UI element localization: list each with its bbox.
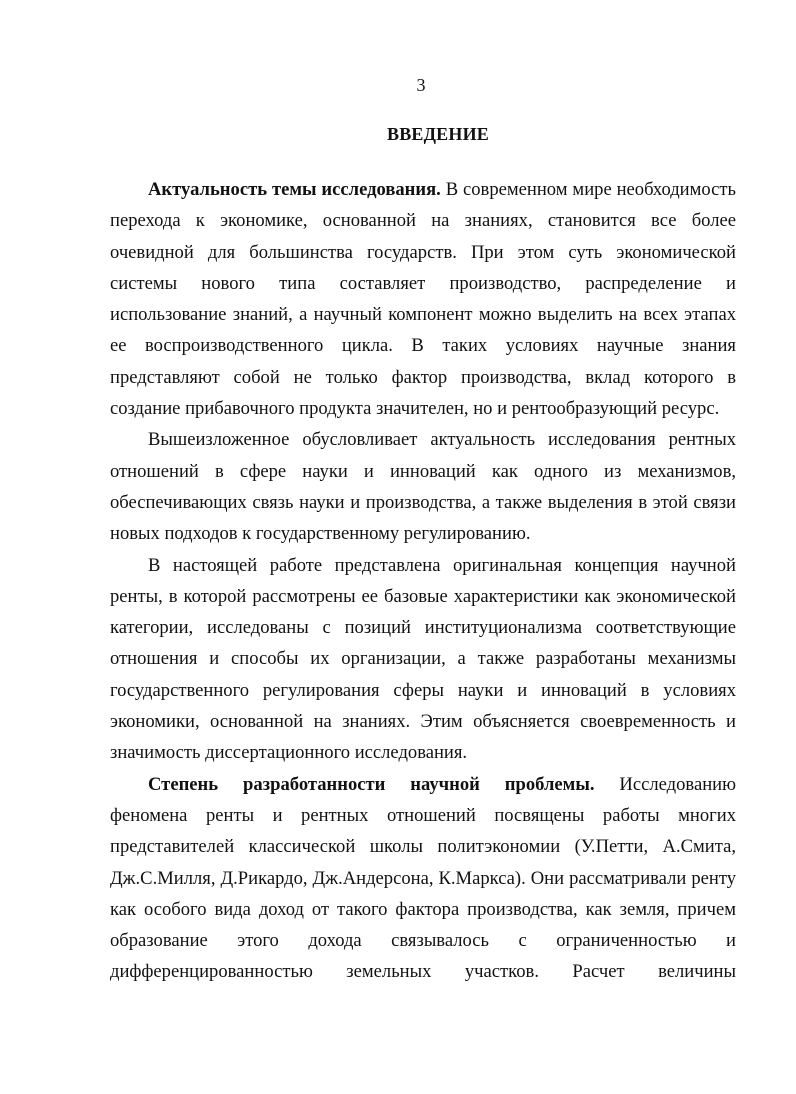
paragraph-consequence: Вышеизложенное обусловливает актуальность исследования рентных отношений в сфере науки и инноваций как одного из механизмов, обеспечивающих связь науки и производства, а также выделения в этой связи новых подходов к государственному регулированию. — [110, 429, 736, 545]
paragraph-development — [110, 769, 736, 988]
paragraph-concept: В настоящей работе представлена оригинальная концепция научной ренты, в которой рассмотрены ее базовые характеристики как экономической категории, исследованы с позиций институционализма соответствующие отношения и способы их организации, а также разработаны механизмы государственного регулирования сферы науки и инноваций в условиях экономики, основанной на знаниях. Этим объясняется своевременность и значимость диссертационного исследования. — [110, 554, 736, 764]
paragraph-lead-development: Степень разработанности научной проблемы. — [148, 773, 595, 795]
page-number: 3 — [416, 75, 426, 95]
paragraph-text-development: Исследованию феномена ренты и рентных отношений посвящены работы многих представителей классической школы политэкономии (У.Петти, А.Смита, Дж.С.Милля, Д.Рикардо, Дж.Андерсона, К.Маркса). Они рассматривали ренту как особого вида доход от такого фактора производства, как земля, причем образование этого дохода связывалось с ограниченностью и дифференцированностью земельных участков. Расчет величины — [110, 773, 736, 983]
paragraph-text-relevance: В современном мире необходимость перехода к экономике, основанной на знаниях, становится все более очевидной для большинства государств. При этом суть экономической системы нового типа составляет производство, распределение и использование знаний, а научный компонент можно выделить на всех этапах ее воспроизводственного цикла. В таких условиях научные знания представляют собой не только фактор производства, вклад которого в создание прибавочного продукта значителен, но и рентообразующий ресурс. — [110, 179, 736, 420]
paragraph-relevance — [110, 174, 736, 424]
paragraph-lead-relevance: Актуальность темы исследования. — [148, 179, 441, 200]
body-text — [110, 174, 736, 988]
section-heading: ВВЕДЕНИЕ — [386, 124, 489, 144]
